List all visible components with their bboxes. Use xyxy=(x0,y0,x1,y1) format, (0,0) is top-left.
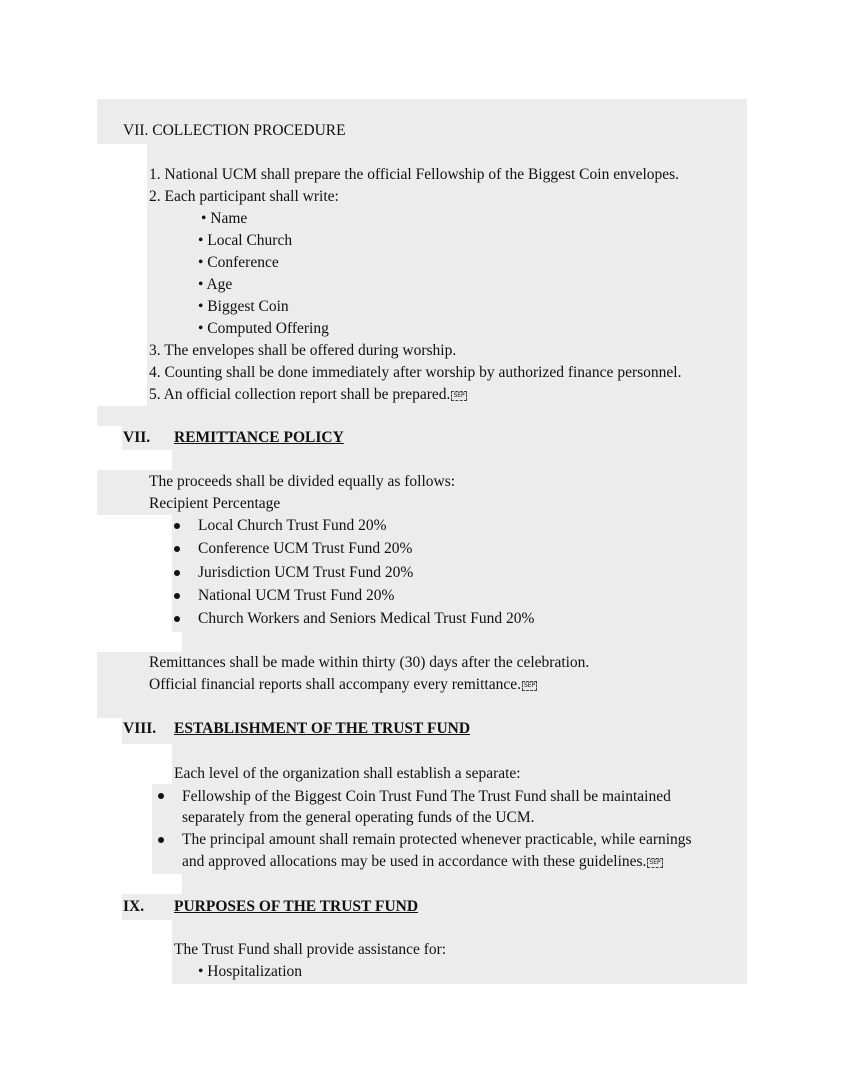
highlight-block xyxy=(172,450,747,470)
participant-field: • Age xyxy=(198,276,233,293)
participant-field: • Computed Offering xyxy=(198,320,329,337)
establishment-bullet-line: Fellowship of the Biggest Coin Trust Fund The Trust Fund shall be maintained xyxy=(182,788,671,805)
collection-step: 3. The envelopes shall be offered during worship. xyxy=(149,342,457,359)
section-heading-collection: VII. COLLECTION PROCEDURE xyxy=(123,122,346,139)
participant-field: • Conference xyxy=(198,254,279,271)
collection-step: 5. An official collection report shall be prepared. SEP xyxy=(149,386,465,403)
collection-step: 1. National UCM shall prepare the official Fellowship of the Biggest Coin envelopes. xyxy=(149,166,680,183)
section-number-establishment: VIII. xyxy=(123,720,157,737)
establishment-intro: Each level of the organization shall establish a separate: xyxy=(174,765,521,782)
bullet-icon xyxy=(174,546,180,552)
remittance-note: Official financial reports shall accompany every remittance. SEP xyxy=(149,676,536,693)
recipient-item: National UCM Trust Fund 20% xyxy=(198,587,395,604)
recipient-table-header: Recipient Percentage xyxy=(149,495,281,512)
participant-field: • Biggest Coin xyxy=(198,298,289,315)
bullet-icon xyxy=(174,523,180,529)
remittance-intro: The proceeds shall be divided equally as follows: xyxy=(149,473,456,490)
bullet-icon xyxy=(174,593,180,599)
separator-glyph-icon: SEP xyxy=(523,682,536,689)
bullet-icon xyxy=(158,793,164,799)
section-heading-establishment: ESTABLISHMENT OF THE TRUST FUND xyxy=(174,720,471,737)
purposes-intro: The Trust Fund shall provide assistance for: xyxy=(174,941,447,958)
highlight-block xyxy=(97,406,747,426)
recipient-item: Conference UCM Trust Fund 20% xyxy=(198,540,413,557)
recipient-item: Local Church Trust Fund 20% xyxy=(198,517,387,534)
highlight-block xyxy=(182,632,747,652)
bullet-icon xyxy=(174,616,180,622)
remittance-note: Remittances shall be made within thirty (30) days after the celebration. xyxy=(149,654,590,671)
collection-step: 4. Counting shall be done immediately after worship by authorized finance personnel. xyxy=(149,364,682,381)
separator-glyph-icon: SEP xyxy=(453,392,465,399)
participant-field: • Name xyxy=(201,210,248,227)
recipient-item: Jurisdiction UCM Trust Fund 20% xyxy=(198,564,414,581)
purpose-item: • Hospitalization xyxy=(198,963,303,980)
section-heading-purposes: PURPOSES OF THE TRUST FUND xyxy=(174,898,419,915)
section-heading-remittance: REMITTANCE POLICY xyxy=(174,429,344,446)
bullet-icon xyxy=(158,837,164,843)
section-number-remittance: VII. xyxy=(123,429,151,446)
section-number-purposes: IX. xyxy=(123,898,145,915)
establishment-bullet-line: separately from the general operating funds of the UCM. xyxy=(182,809,535,826)
recipient-item: Church Workers and Seniors Medical Trust Fund 20% xyxy=(198,610,535,627)
establishment-bullet-line: and approved allocations may be used in accordance with these guidelines. SEP xyxy=(182,853,661,870)
separator-glyph-icon: SEP xyxy=(649,859,661,866)
participant-field: • Local Church xyxy=(198,232,293,249)
collection-step: 2. Each participant shall write: xyxy=(149,188,339,205)
highlight-block xyxy=(182,874,747,894)
establishment-bullet-line: The principal amount shall remain protected whenever practicable, while earnings xyxy=(182,831,692,848)
bullet-icon xyxy=(174,570,180,576)
